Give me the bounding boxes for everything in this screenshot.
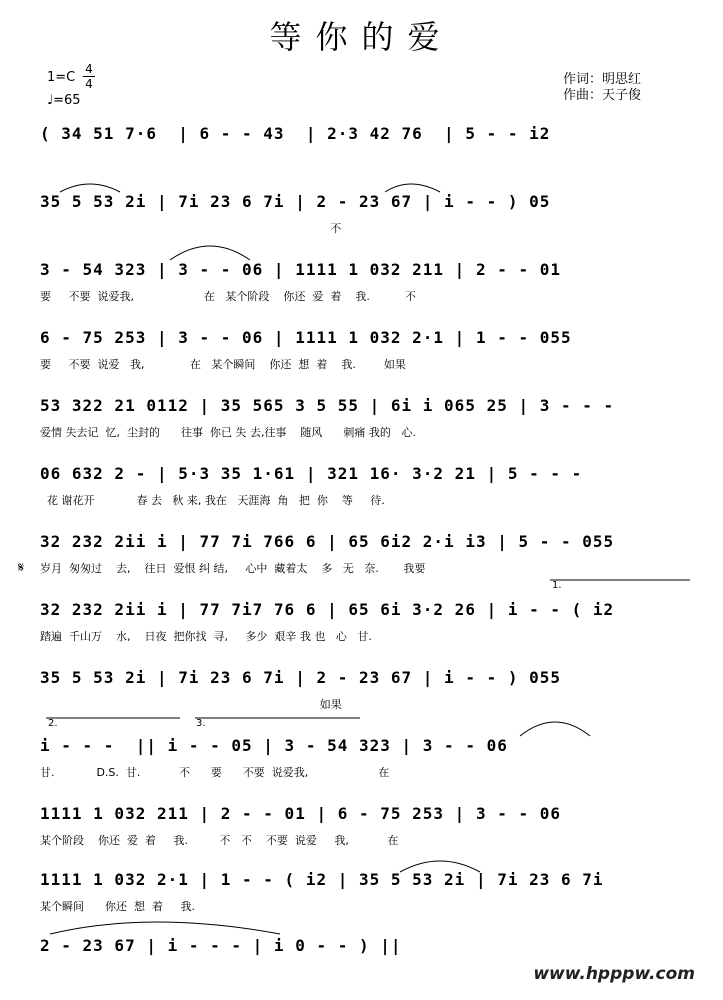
- notes: 53 322 21 0112 | 35 565 3 5 55 | 6i i 065 25 | 3 - - -: [40, 396, 615, 415]
- lyrics: 甘. D.S. 甘. 不 要 不要 说爱我, 在: [40, 766, 390, 779]
- score-row: [40, 118, 700, 188]
- score-row: [40, 864, 700, 934]
- notes: 1111 1 032 2·1 | 1 - - ( i2 | 35 5 53 2i | 7i 23 6 7i: [40, 870, 604, 889]
- lyrics: 不: [40, 222, 342, 235]
- notes: 32 232 2ii i | 77 7i7 76 6 | 65 6i 3·2 26 | i - - ( i2: [40, 600, 615, 619]
- lyrics: 要 不要 说爱我, 在 某个阶段 你还 爱 着 我. 不: [40, 290, 416, 303]
- notes: 1111 1 032 211 | 2 - - 01 | 6 - 75 253 | 3 - - 06: [40, 804, 562, 823]
- lyrics: 花 谢花开 春 去 秋 来, 我在 天涯海 角 把 你 等 待.: [40, 494, 385, 507]
- key-signature: 1=C: [47, 70, 76, 85]
- score-row: [40, 254, 700, 324]
- notes: 35 5 53 2i | 7i 23 6 7i | 2 - 23 67 | i - - ) 05: [40, 192, 551, 211]
- volta-1-marker: 1.: [552, 580, 562, 591]
- notes: 32 232 2ii i | 77 7i 766 6 | 65 6i2 2·i i3 | 5 - - 055: [40, 532, 615, 551]
- notes: 06 632 2 - | 5·3 35 1·61 | 321 16· 3·2 21 | 5 - - -: [40, 464, 583, 483]
- time-signature-bottom: 4: [85, 77, 93, 91]
- score-row: [40, 594, 700, 664]
- volta-3-marker: 3.: [196, 718, 206, 729]
- lyrics: 要 不要 说爱 我, 在 某个瞬间 你还 想 着 我. 如果: [40, 358, 406, 371]
- tempo-marking: ♩=65: [47, 93, 81, 108]
- credits: [563, 72, 641, 104]
- score-row: [40, 390, 700, 460]
- notes: 2 - 23 67 | i - - - | i 0 - - ) ||: [40, 936, 402, 955]
- lyrics: 爱情 失去记 忆, 尘封的 往事 你已 失 去,往事 随风 刺痛 我的 心.: [40, 426, 416, 439]
- score-row: [40, 322, 700, 392]
- score-row: [40, 730, 700, 800]
- lyrics: 某个瞬间 你还 想 着 我.: [40, 900, 195, 913]
- lyrics: 如果: [40, 698, 342, 711]
- notes: i - - - || i - - 05 | 3 - 54 323 | 3 - - 06: [40, 736, 508, 755]
- score-row: [40, 526, 700, 596]
- score-row: [40, 458, 700, 528]
- score-row: [40, 798, 700, 868]
- lyrics: 岁月 匆匆过 去, 往日 爱恨 纠 结, 心中 藏着太 多 无 奈. 我要: [40, 562, 426, 575]
- time-signature: [82, 62, 96, 91]
- score-row: [40, 662, 700, 732]
- lyrics: 踏遍 千山万 水, 日夜 把你找 寻, 多少 艰辛 我 也 心 甘.: [40, 630, 372, 643]
- time-signature-top: 4: [85, 62, 93, 76]
- notes: ( 34 51 7·6 | 6 - - 43 | 2·3 42 76 | 5 - - i2: [40, 124, 551, 143]
- song-title: 等你的爱: [269, 18, 454, 56]
- notes: 6 - 75 253 | 3 - - 06 | 1111 1 032 2·1 | 1 - - 055: [40, 328, 572, 347]
- site-watermark: www.hpppw.com: [533, 964, 695, 984]
- lyrics: 某个阶段 你还 爱 着 我. 不 不 不要 说爱 我, 在: [40, 834, 399, 847]
- lyrics: [40, 152, 700, 170]
- composer: 作曲：天子俊: [563, 88, 642, 103]
- score-row: [40, 186, 700, 256]
- notes: 3 - 54 323 | 3 - - 06 | 1111 1 032 211 | 2 - - 01: [40, 260, 562, 279]
- volta-2-marker: 2.: [48, 718, 58, 729]
- segno-marker: 𝄋: [18, 560, 25, 576]
- notes: 35 5 53 2i | 7i 23 6 7i | 2 - 23 67 | i - - ) 055: [40, 668, 562, 687]
- lyricist: 作词：明思红: [563, 72, 642, 87]
